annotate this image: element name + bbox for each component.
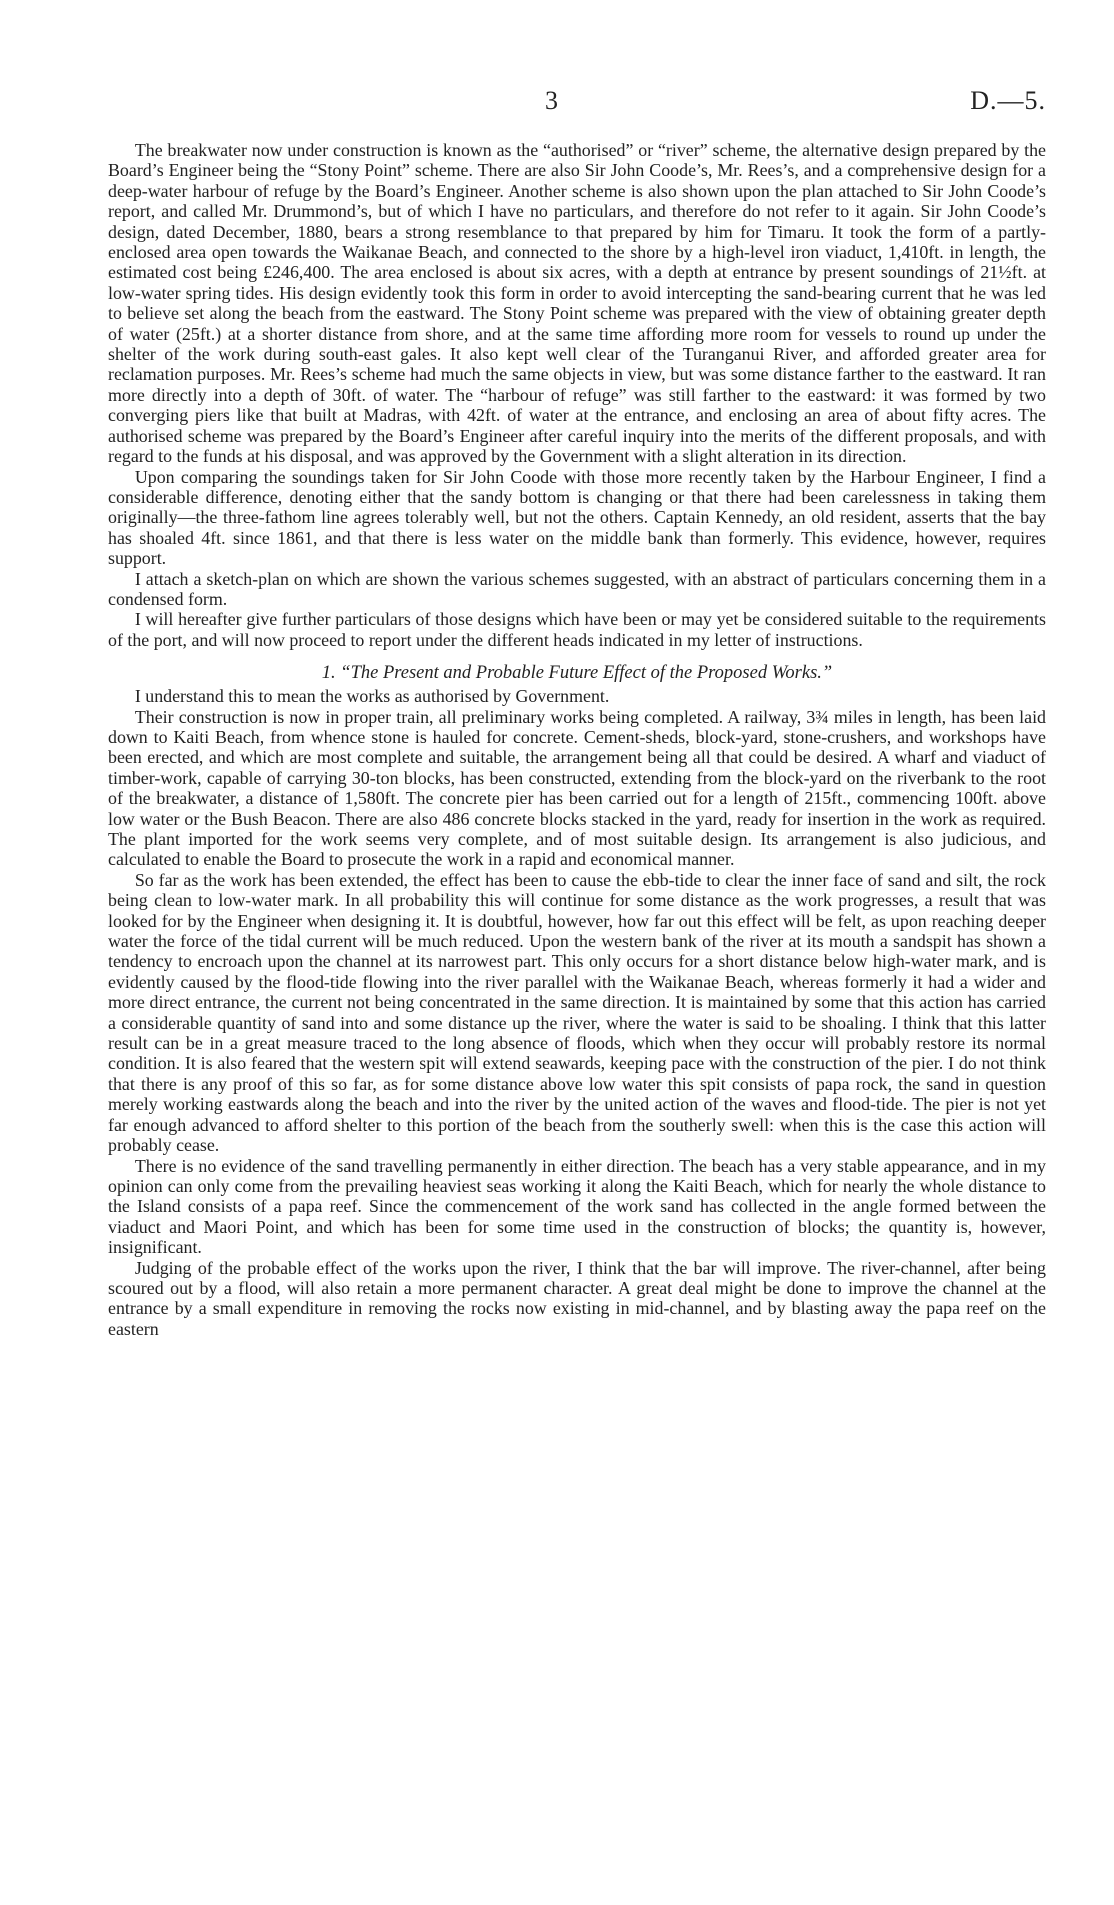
paragraph: I will hereafter give further particulars of those designs which have been or may yet be considered suitable to the requirements of the port, and will now proceed to report under the different heads indicated in my letter of instructions. [108, 609, 1046, 650]
body-text [108, 140, 1046, 1339]
page-header [108, 0, 1046, 140]
paragraph: So far as the work has been extended, the effect has been to cause the ebb-tide to clear the inner face of sand and silt, the rock being clean to low-water mark. In all probability this will continue for some distance as the work progresses, a result that was looked for by the Engineer when designing it. It is doubtful, however, how far out this effect will be felt, as upon reaching deeper water the force of the tidal current will be much reduced. Upon the western bank of the river at its mouth a sandspit has shown a tendency to encroach upon the channel at its narrowest part. This only occurs for a short distance below high-water mark, and is evidently caused by the flood-tide flowing into the river parallel with the Waikanae Beach, whereas formerly it had a wider and more direct entrance, the current not being concentrated in the same direction. It is maintained by some that this action has carried a considerable quantity of sand into and some distance up the river, where the water is said to be shoaling. I think that this latter result can be in a great measure traced to the long absence of floods, which when they occur will probably restore its normal condition. It is also feared that the western spit will extend seawards, keeping pace with the construction of the pier. I do not think that there is any proof of this so far, as for some distance above low water this spit consists of papa rock, the sand in question merely working eastwards along the beach and into the river by the united action of the waves and flood-tide. The pier is not yet far enough advanced to afford shelter to this portion of the beach from the southerly swell: when this is the case this action will probably cease. [108, 869, 1046, 1156]
paragraph: I understand this to mean the works as authorised by Government. [134, 686, 610, 707]
page-number: 3 [545, 86, 559, 115]
paragraph: Upon comparing the soundings taken for Sir John Coode with those more recently taken by the Harbour Engineer, I find a considerable difference, denoting either that the sandy bottom is changing or that there had been carelessness in taking them originally—the three-fathom line agrees tolerably well, but not the others. Captain Kennedy, an old resident, asserts that the bay has shoaled 4ft. since 1861, and that there is less water on the middle bank than formerly. This evidence, however, requires support. [108, 466, 1046, 569]
paragraph: The breakwater now under construction is known as the “authorised” or “river” scheme, the alternative design prepared by the Board’s Engineer being the “Stony Point” scheme. There are also Sir John Coode’s, Mr. Rees’s, and a comprehensive design for a deep-water harbour of refuge by the Board’s Engineer. Another scheme is also shown upon the plan attached to Sir John Coode’s report, and called Mr. Drummond’s, but of which I have no particulars, and therefore do not refer to it again. Sir John Coode’s design, dated December, 1880, bears a strong resemblance to that prepared by him for Timaru. It took the form of a partly-enclosed area open towards the Waikanae Beach, and connected to the shore by a high-level iron viaduct, 1,410ft. in length, the estimated cost being £246,400. The area enclosed is about six acres, with a depth at entrance by present soundings of 21½ft. at low-water spring tides. His design evidently took this form in order to avoid intercepting the sand-bearing current that he was led to believe set along the beach from the eastward. The Stony Point scheme was prepared with the view of obtaining greater depth of water (25ft.) at a shorter distance from shore, and at the same time affording more room for vessels to round up under the shelter of the work during south-east gales. It also kept well clear of the Turanganui River, and afforded greater area for reclamation purposes. Mr. Rees’s scheme had much the same objects in view, but was some distance farther to the eastward. It ran more directly into a depth of 30ft. of water. The “harbour of refuge” was still farther to the eastward: it was formed by two converging piers like that built at Madras, with 42ft. of water at the entrance, and enclosing an area of about fifty acres. The authorised scheme was prepared by the Board’s Engineer after careful inquiry into the merits of the different proposals, and with regard to the funds at his disposal, and was approved by the Government with a slight alteration in its direction. [108, 140, 1046, 467]
paragraph: Their construction is now in proper train, all preliminary works being completed. A railway, 3¾ miles in length, has been laid down to Kaiti Beach, from whence stone is hauled for concrete. Cement-sheds, block-yard, stone-crushers, and workshops have been erected, and which are most complete and suitable, the arrangement being all that could be desired. A wharf and viaduct of timber-work, capable of carrying 30-ton blocks, has been constructed, extending from the block-yard on the riverbank to the root of the breakwater, a distance of 1,580ft. The concrete pier has been carried out for a length of 215ft., commencing 100ft. above low water or the Bush Beacon. There are also 486 concrete blocks stacked in the yard, ready for insertion in the work as required. The plant imported for the work seems very complete, and of most suitable design. Its arrangement is also judicious, and calculated to enable the Board to prosecute the work in a rapid and economical manner. [108, 706, 1046, 870]
document-page [108, 0, 1046, 1339]
paragraph: There is no evidence of the sand travelling permanently in either direction. The beach has a very stable appearance, and in my opinion can only come from the prevailing heaviest seas working it along the Kaiti Beach, which for nearly the whole distance to the Island consists of a papa reef. Since the commencement of the work sand has collected in the angle formed between the viaduct and Maori Point, and which has been for some time used in the construction of blocks; the quantity is, however, insignificant. [108, 1155, 1046, 1258]
section-heading: 1. “The Present and Probable Future Effect of the Proposed Works.” [321, 663, 833, 684]
paragraph: Judging of the probable effect of the works upon the river, I think that the bar will improve. The river-channel, after being scoured out by a flood, will also retain a more permanent character. A great deal might be done to improve the channel at the entrance by a small expenditure in removing the rocks now existing in mid-channel, and by blasting away the papa reef on the eastern [108, 1257, 1046, 1339]
paragraph: I attach a sketch-plan on which are shown the various schemes suggested, with an abstract of particulars concerning them in a condensed form. [108, 568, 1046, 609]
document-reference: D.—5. [970, 86, 1046, 115]
